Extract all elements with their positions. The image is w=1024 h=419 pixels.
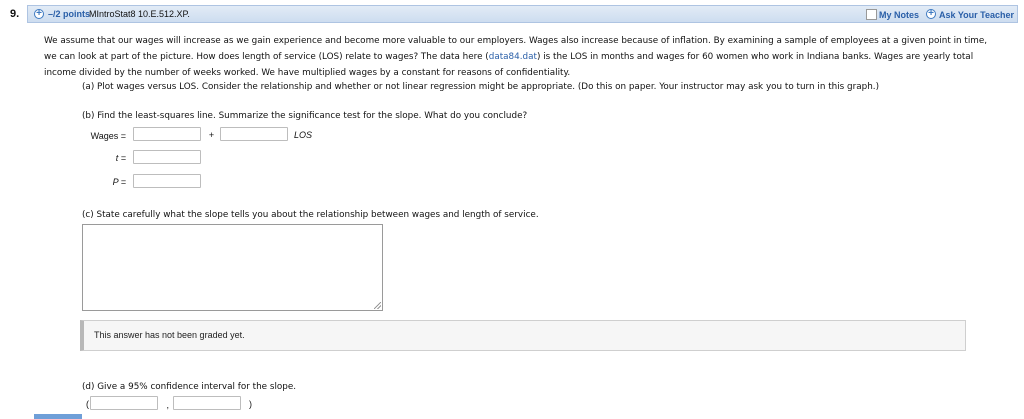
- resize-grip-icon[interactable]: [374, 302, 381, 309]
- my-notes-link[interactable]: My Notes: [879, 10, 920, 20]
- intro-paragraph: [44, 33, 989, 81]
- bottom-tab-indicator: [34, 414, 82, 419]
- expand-plus-icon[interactable]: +: [34, 9, 44, 19]
- los-label: LOS: [294, 130, 313, 140]
- data-file-link[interactable]: data84.dat: [488, 52, 537, 62]
- intercept-input[interactable]: [133, 127, 201, 141]
- plus-sign: +: [208, 130, 215, 140]
- p-label: P =: [112, 177, 126, 187]
- p-value-input[interactable]: [133, 174, 201, 188]
- grading-status-text: This answer has not been graded yet.: [94, 330, 245, 340]
- ask-teacher-plus-icon[interactable]: +: [926, 9, 936, 19]
- close-paren: ): [249, 399, 252, 409]
- intro-text-1: We assume that our wages will increase as we gain experience and become more valuable to our employers. Wages also increase because of inflation. By examining a sample of employees at a given point in time, we can look at part of the picture. How does length of service (LOS) relate to wages? The data here (: [44, 36, 988, 62]
- t-statistic-input[interactable]: [133, 150, 201, 164]
- part-a-text: (a) Plot wages versus LOS. Consider the relationship and whether or not linear regression might be appropriate. (Do this on paper. Your instructor may ask you to turn in this graph.): [82, 82, 880, 92]
- part-c-text: (c) State carefully what the slope tells you about the relationship between wages and length of service.: [82, 210, 539, 220]
- question-header: [27, 5, 1018, 23]
- points-label: –/2 points: [48, 9, 91, 19]
- ci-upper-input[interactable]: [173, 396, 241, 410]
- slope-input[interactable]: [220, 127, 288, 141]
- intro-text-2: ) is the LOS in months and wages for 60 women who work in Indiana banks. Wages are yearly total income divided by the number of weeks worked. We have multiplied wages by a constant for reasons of confidentiality.: [44, 52, 974, 78]
- ci-lower-input[interactable]: [90, 396, 158, 410]
- open-paren: (: [86, 399, 89, 409]
- question-number: 9.: [10, 8, 20, 20]
- part-d-text: (d) Give a 95% confidence interval for the slope.: [82, 382, 297, 392]
- assignment-id: MIntroStat8 10.E.512.XP.: [89, 9, 190, 19]
- notes-checkbox-icon[interactable]: [866, 9, 877, 20]
- part-b-text: (b) Find the least-squares line. Summarize the significance test for the slope. What do you conclude?: [82, 111, 528, 121]
- t-label: t =: [115, 153, 126, 163]
- ask-teacher-link[interactable]: Ask Your Teacher: [939, 10, 1015, 20]
- slope-explanation-textarea[interactable]: [82, 224, 383, 311]
- grading-status-box: [80, 320, 966, 351]
- comma: ,: [166, 400, 169, 410]
- wages-label: Wages =: [90, 131, 126, 141]
